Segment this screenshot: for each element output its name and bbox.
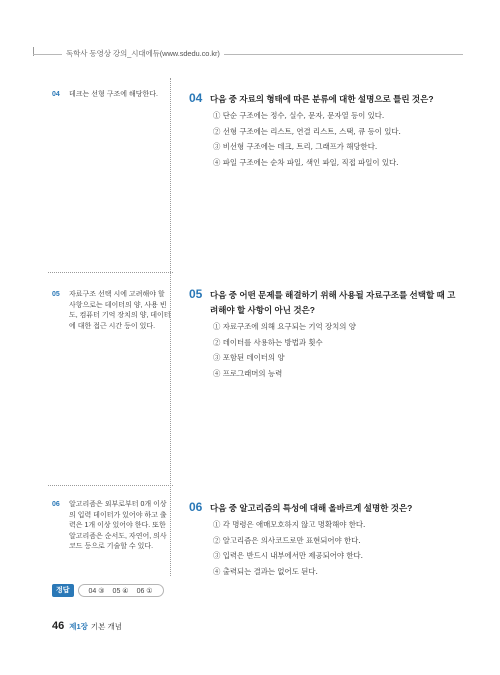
answer-item: 06 ① xyxy=(136,587,153,595)
answer-item: 04 ③ xyxy=(88,587,105,595)
option-list xyxy=(213,319,356,381)
explanation-05 xyxy=(52,290,172,332)
option-list xyxy=(213,517,365,579)
explanation-number: 06 xyxy=(52,501,60,508)
explanation-text: 데크는 선형 구조에 해당한다. xyxy=(69,91,158,98)
question-number: 04 xyxy=(189,91,203,105)
question-text: 다음 중 어떤 문제를 해결하기 위해 사용될 자료구조를 선택할 때 고려해야 할 사항이 아닌 것은? xyxy=(210,290,456,315)
question-text: 다음 중 자료의 형태에 따른 분류에 대한 설명으로 틀린 것은? xyxy=(210,94,434,104)
chapter-label: 제1장 xyxy=(69,622,88,631)
option-item: ③ 포함된 데이터의 양 xyxy=(213,353,285,363)
page-number: 46 xyxy=(52,620,65,632)
question-number: 06 xyxy=(189,500,203,514)
question-number: 05 xyxy=(189,287,203,301)
option-list xyxy=(213,108,401,170)
option-item: ④ 출력되는 결과는 없어도 된다. xyxy=(213,566,318,576)
option-item: ① 단순 구조에는 정수, 실수, 문자, 문자열 등이 있다. xyxy=(213,111,385,120)
running-header: 독학사 동영상 강의_시대에듀(www.sdedu.co.kr) xyxy=(62,48,224,59)
option-item: ④ 프로그래머의 능력 xyxy=(213,368,283,378)
explanation-number: 04 xyxy=(52,91,60,98)
explanation-text: 자료구조 선택 시에 고려해야 할 사항으로는 데이터의 양, 사용 빈도, 컴퓨터 기억 장치의 양, 데이터에 대한 접근 시간 등이 있다. xyxy=(69,291,171,330)
explanation-04 xyxy=(52,90,172,101)
option-item: ③ 입력은 반드시 내부에서만 제공되어야 한다. xyxy=(213,551,363,561)
page-footer xyxy=(52,620,122,632)
explanation-divider xyxy=(48,485,173,486)
option-item: ① 각 명령은 애매모호하지 않고 명확해야 한다. xyxy=(213,520,366,529)
explanation-divider xyxy=(48,272,173,273)
option-item: ② 데이터를 사용하는 방법과 횟수 xyxy=(213,337,323,347)
answer-key xyxy=(52,583,164,598)
explanation-number: 05 xyxy=(52,291,60,298)
answer-label: 정답 xyxy=(52,584,74,597)
chapter-title: 기본 개념 xyxy=(90,622,122,631)
explanation-06 xyxy=(52,500,172,553)
answer-box xyxy=(78,584,164,597)
answer-item: 05 ④ xyxy=(112,587,129,595)
option-item: ④ 파일 구조에는 순차 파일, 색인 파일, 직접 파일이 있다. xyxy=(213,157,399,167)
option-item: ② 알고리즘은 의사코드로만 표현되어야 한다. xyxy=(213,535,361,545)
explanation-text: 알고리즘은 외부로부터 0개 이상의 입력 데이터가 있어야 하고 출력은 1개 이상 있어야 한다. 또한 알고리즘은 순서도, 자연어, 의사코드 등으로 기술할 수 있다. xyxy=(69,501,167,550)
question-text: 다음 중 알고리즘의 특성에 대해 올바르게 설명한 것은? xyxy=(210,503,413,513)
option-item: ③ 비선형 구조에는 데크, 트리, 그래프가 해당한다. xyxy=(213,142,378,152)
option-item: ① 자료구조에 의해 요구되는 기억 장치의 양 xyxy=(213,322,356,331)
option-item: ② 선형 구조에는 리스트, 연결 리스트, 스택, 큐 등이 있다. xyxy=(213,126,401,136)
